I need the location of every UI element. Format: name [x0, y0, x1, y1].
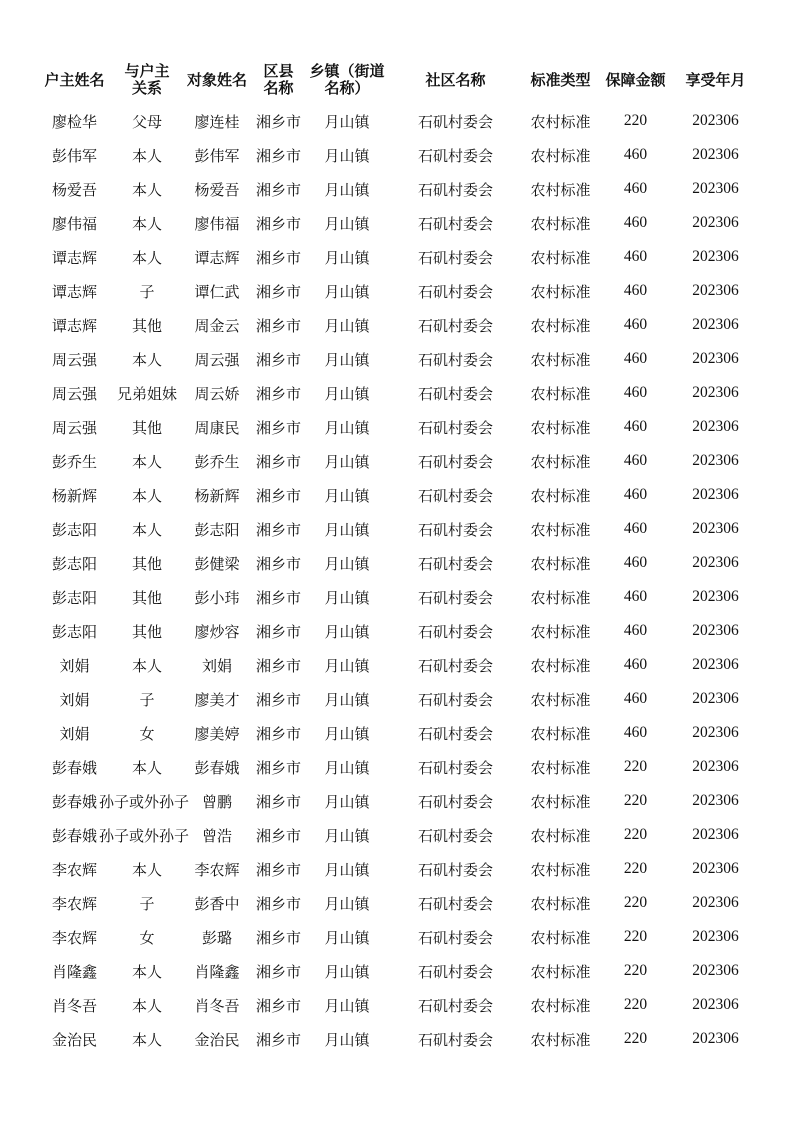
- county-cell: 湘乡市: [255, 180, 301, 199]
- amount-cell: 220: [623, 112, 648, 129]
- county-cell: 湘乡市: [255, 486, 301, 505]
- table-row: [38, 444, 758, 478]
- standard-type-cell: 农村标准: [530, 826, 591, 845]
- period-cell: 202306: [692, 282, 739, 299]
- relation-cell: 兄弟姐妹: [116, 384, 177, 403]
- standard-type-cell: 农村标准: [530, 180, 591, 199]
- household-head-cell: 杨爱吾: [51, 180, 97, 199]
- community-cell: 石矶村委会: [417, 860, 493, 879]
- table-row: [38, 614, 758, 648]
- amount-cell: 460: [623, 316, 648, 333]
- community-cell: 石矶村委会: [417, 690, 493, 709]
- table-row: [38, 308, 758, 342]
- period-cell: 202306: [692, 350, 739, 367]
- recipient-name-cell: 彭春娥: [194, 758, 240, 777]
- amount-cell: 460: [623, 282, 648, 299]
- recipient-name-cell: 廖美才: [194, 690, 240, 709]
- recipient-name-cell: 廖连桂: [194, 112, 240, 131]
- amount-cell: 220: [623, 894, 648, 911]
- township-cell: 月山镇: [324, 112, 370, 131]
- period-cell: 202306: [692, 928, 739, 945]
- township-cell: 月山镇: [324, 452, 370, 471]
- amount-cell: 460: [623, 418, 648, 435]
- community-cell: 石矶村委会: [417, 656, 493, 675]
- recipient-name-cell: 彭志阳: [194, 520, 240, 539]
- community-cell: 石矶村委会: [417, 894, 493, 913]
- relation-text: 孙子或外孙子: [99, 792, 190, 811]
- standard-type-cell: 农村标准: [530, 588, 591, 607]
- recipient-name-cell: 廖美婷: [194, 724, 240, 743]
- standard-type-cell: 农村标准: [530, 792, 591, 811]
- household-head-cell: 刘娟: [59, 724, 90, 743]
- household-head-cell: 彭春娥: [51, 826, 97, 845]
- period-cell: 202306: [692, 724, 739, 741]
- header-recipient-name: 对象姓名: [186, 70, 247, 89]
- period-cell: 202306: [692, 384, 739, 401]
- relation-cell: 其他: [131, 554, 162, 573]
- recipient-name-cell: 廖伟福: [194, 214, 240, 233]
- period-cell: 202306: [692, 520, 739, 537]
- recipient-name-cell: 杨爱吾: [194, 180, 240, 199]
- county-cell: 湘乡市: [255, 520, 301, 539]
- county-cell: 湘乡市: [255, 792, 301, 811]
- township-cell: 月山镇: [324, 180, 370, 199]
- table-row: [38, 138, 758, 172]
- recipient-name-cell: 周云娇: [194, 384, 240, 403]
- amount-cell: 460: [623, 724, 648, 741]
- table-row: [38, 682, 758, 716]
- township-cell: 月山镇: [324, 996, 370, 1015]
- amount-cell: 460: [623, 248, 648, 265]
- standard-type-cell: 农村标准: [530, 928, 591, 947]
- period-cell: 202306: [692, 316, 739, 333]
- header-community: 社区名称: [425, 70, 486, 89]
- standard-type-cell: 农村标准: [530, 520, 591, 539]
- community-cell: 石矶村委会: [417, 248, 493, 267]
- relation-cell: 本人: [131, 656, 162, 675]
- township-cell: 月山镇: [324, 486, 370, 505]
- recipient-name-cell: 彭乔生: [194, 452, 240, 471]
- township-cell: 月山镇: [324, 350, 370, 369]
- amount-cell: 220: [623, 928, 648, 945]
- period-cell: 202306: [692, 792, 739, 809]
- amount-cell: 220: [623, 792, 648, 809]
- community-cell: 石矶村委会: [417, 486, 493, 505]
- recipient-name-cell: 李农辉: [194, 860, 240, 879]
- table-row: [38, 104, 758, 138]
- amount-cell: 460: [623, 384, 648, 401]
- standard-type-cell: 农村标准: [530, 554, 591, 573]
- amount-cell: 460: [623, 622, 648, 639]
- table-row: [38, 580, 758, 614]
- amount-cell: 460: [623, 214, 648, 231]
- relation-cell: 子: [139, 894, 155, 913]
- county-cell: 湘乡市: [255, 1030, 301, 1049]
- table-row: [38, 512, 758, 546]
- recipient-name-cell: 彭小玮: [194, 588, 240, 607]
- community-cell: 石矶村委会: [417, 112, 493, 131]
- table-row: [38, 648, 758, 682]
- standard-type-cell: 农村标准: [530, 146, 591, 165]
- community-cell: 石矶村委会: [417, 928, 493, 947]
- table-row: [38, 852, 758, 886]
- recipient-name-cell: 廖炒容: [194, 622, 240, 641]
- period-cell: 202306: [692, 1030, 739, 1047]
- table-row: [38, 1022, 758, 1056]
- household-head-cell: 廖伟福: [51, 214, 97, 233]
- table-row: [38, 818, 758, 852]
- amount-cell: 460: [623, 350, 648, 367]
- county-cell: 湘乡市: [255, 554, 301, 573]
- county-cell: 湘乡市: [255, 996, 301, 1015]
- period-cell: 202306: [692, 452, 739, 469]
- period-cell: 202306: [692, 690, 739, 707]
- header-row: [38, 56, 758, 104]
- county-cell: 湘乡市: [255, 316, 301, 335]
- standard-type-cell: 农村标准: [530, 758, 591, 777]
- household-head-cell: 李农辉: [51, 860, 97, 879]
- township-cell: 月山镇: [324, 724, 370, 743]
- household-head-cell: 李农辉: [51, 894, 97, 913]
- period-cell: 202306: [692, 418, 739, 435]
- community-cell: 石矶村委会: [417, 214, 493, 233]
- recipient-name-cell: 金治民: [194, 1030, 240, 1049]
- county-cell: 湘乡市: [255, 452, 301, 471]
- table-row: [38, 274, 758, 308]
- county-cell: 湘乡市: [255, 724, 301, 743]
- relation-cell: 其他: [131, 418, 162, 437]
- recipient-name-cell: 刘娟: [201, 656, 232, 675]
- recipient-name-cell: 彭伟军: [194, 146, 240, 165]
- standard-type-cell: 农村标准: [530, 724, 591, 743]
- relation-cell: 本人: [131, 1030, 162, 1049]
- county-cell: 湘乡市: [255, 384, 301, 403]
- community-cell: 石矶村委会: [417, 554, 493, 573]
- amount-cell: 220: [623, 758, 648, 775]
- recipient-name-cell: 周金云: [194, 316, 240, 335]
- standard-type-cell: 农村标准: [530, 690, 591, 709]
- table-row: [38, 920, 758, 954]
- community-cell: 石矶村委会: [417, 384, 493, 403]
- standard-type-cell: 农村标准: [530, 894, 591, 913]
- relation-cell: [99, 818, 190, 852]
- community-cell: 石矶村委会: [417, 1030, 493, 1049]
- recipient-name-cell: 肖冬吾: [194, 996, 240, 1015]
- township-cell: 月山镇: [324, 690, 370, 709]
- standard-type-cell: 农村标准: [530, 486, 591, 505]
- header-household-head: 户主姓名: [44, 70, 105, 89]
- household-head-cell: 彭志阳: [51, 520, 97, 539]
- relation-cell: 女: [139, 928, 155, 947]
- community-cell: 石矶村委会: [417, 622, 493, 641]
- amount-cell: 460: [623, 690, 648, 707]
- community-cell: 石矶村委会: [417, 180, 493, 199]
- household-head-cell: 谭志辉: [51, 248, 97, 267]
- period-cell: 202306: [692, 214, 739, 231]
- table-row: [38, 410, 758, 444]
- relation-cell: 本人: [131, 486, 162, 505]
- standard-type-cell: 农村标准: [530, 384, 591, 403]
- county-cell: 湘乡市: [255, 350, 301, 369]
- township-cell: 月山镇: [324, 282, 370, 301]
- household-head-cell: 肖冬吾: [51, 996, 97, 1015]
- period-cell: 202306: [692, 486, 739, 503]
- township-cell: 月山镇: [324, 894, 370, 913]
- standard-type-cell: 农村标准: [530, 316, 591, 335]
- amount-cell: 220: [623, 962, 648, 979]
- standard-type-cell: 农村标准: [530, 282, 591, 301]
- county-cell: 湘乡市: [255, 146, 301, 165]
- county-cell: 湘乡市: [255, 656, 301, 675]
- amount-cell: 220: [623, 996, 648, 1013]
- relation-cell: [99, 784, 190, 818]
- county-cell: 湘乡市: [255, 214, 301, 233]
- table-row: [38, 988, 758, 1022]
- header-period: 享受年月: [685, 70, 746, 89]
- recipient-name-cell: 谭志辉: [194, 248, 240, 267]
- standard-type-cell: 农村标准: [530, 350, 591, 369]
- county-cell: 湘乡市: [255, 418, 301, 437]
- township-cell: 月山镇: [324, 758, 370, 777]
- relation-cell: 本人: [131, 214, 162, 233]
- household-head-cell: 彭春娥: [51, 792, 97, 811]
- household-head-cell: 彭志阳: [51, 588, 97, 607]
- relation-cell: 本人: [131, 452, 162, 471]
- recipient-name-cell: 谭仁武: [194, 282, 240, 301]
- relation-cell: 本人: [131, 758, 162, 777]
- relation-cell: 子: [139, 282, 155, 301]
- township-cell: 月山镇: [324, 146, 370, 165]
- household-head-cell: 刘娟: [59, 690, 90, 709]
- township-cell: 月山镇: [324, 248, 370, 267]
- community-cell: 石矶村委会: [417, 282, 493, 301]
- period-cell: 202306: [692, 146, 739, 163]
- amount-cell: 460: [623, 554, 648, 571]
- county-cell: 湘乡市: [255, 588, 301, 607]
- standard-type-cell: 农村标准: [530, 996, 591, 1015]
- relation-cell: 其他: [131, 316, 162, 335]
- period-cell: 202306: [692, 826, 739, 843]
- relation-cell: 其他: [131, 588, 162, 607]
- household-head-cell: 廖检华: [51, 112, 97, 131]
- household-head-cell: 彭伟军: [51, 146, 97, 165]
- recipient-name-cell: 彭健梁: [194, 554, 240, 573]
- period-cell: 202306: [692, 962, 739, 979]
- township-cell: 月山镇: [324, 928, 370, 947]
- household-head-cell: 谭志辉: [51, 316, 97, 335]
- roster-table: [38, 56, 758, 1056]
- period-cell: 202306: [692, 894, 739, 911]
- period-cell: 202306: [692, 180, 739, 197]
- recipient-name-cell: 曾浩: [201, 826, 232, 845]
- household-head-cell: 彭志阳: [51, 554, 97, 573]
- household-head-cell: 李农辉: [51, 928, 97, 947]
- community-cell: 石矶村委会: [417, 724, 493, 743]
- amount-cell: 220: [623, 860, 648, 877]
- amount-cell: 460: [623, 146, 648, 163]
- period-cell: 202306: [692, 996, 739, 1013]
- standard-type-cell: 农村标准: [530, 860, 591, 879]
- relation-cell: 本人: [131, 146, 162, 165]
- household-head-cell: 谭志辉: [51, 282, 97, 301]
- table-row: [38, 342, 758, 376]
- table-row: [38, 750, 758, 784]
- period-cell: 202306: [692, 588, 739, 605]
- table-row: [38, 886, 758, 920]
- township-cell: 月山镇: [324, 1030, 370, 1049]
- community-cell: 石矶村委会: [417, 996, 493, 1015]
- standard-type-cell: 农村标准: [530, 622, 591, 641]
- relation-cell: 父母: [131, 112, 162, 131]
- community-cell: 石矶村委会: [417, 792, 493, 811]
- community-cell: 石矶村委会: [417, 758, 493, 777]
- county-cell: 湘乡市: [255, 894, 301, 913]
- table-row: [38, 784, 758, 818]
- township-cell: 月山镇: [324, 622, 370, 641]
- table-row: [38, 954, 758, 988]
- community-cell: 石矶村委会: [417, 316, 493, 335]
- relation-cell: 本人: [131, 520, 162, 539]
- relation-cell: 女: [139, 724, 155, 743]
- county-cell: 湘乡市: [255, 758, 301, 777]
- table-row: [38, 478, 758, 512]
- amount-cell: 460: [623, 588, 648, 605]
- table-row: [38, 206, 758, 240]
- recipient-name-cell: 曾鹏: [201, 792, 232, 811]
- township-cell: 月山镇: [324, 384, 370, 403]
- household-head-cell: 彭志阳: [51, 622, 97, 641]
- amount-cell: 460: [623, 486, 648, 503]
- relation-cell: 本人: [131, 860, 162, 879]
- county-cell: 湘乡市: [255, 622, 301, 641]
- table-row: [38, 240, 758, 274]
- period-cell: 202306: [692, 622, 739, 639]
- household-head-cell: 杨新辉: [51, 486, 97, 505]
- community-cell: 石矶村委会: [417, 350, 493, 369]
- assistance-roster-sheet: [38, 56, 758, 1056]
- township-cell: 月山镇: [324, 214, 370, 233]
- household-head-cell: 彭春娥: [51, 758, 97, 777]
- table-row: [38, 546, 758, 580]
- standard-type-cell: 农村标准: [530, 112, 591, 131]
- township-cell: 月山镇: [324, 520, 370, 539]
- standard-type-cell: 农村标准: [530, 1030, 591, 1049]
- recipient-name-cell: 杨新辉: [194, 486, 240, 505]
- standard-type-cell: 农村标准: [530, 418, 591, 437]
- header-relation: 与户主 关系: [124, 62, 170, 97]
- standard-type-cell: 农村标准: [530, 248, 591, 267]
- county-cell: 湘乡市: [255, 962, 301, 981]
- township-cell: 月山镇: [324, 316, 370, 335]
- table-header: [38, 56, 758, 104]
- table-row: [38, 376, 758, 410]
- relation-cell: 子: [139, 690, 155, 709]
- recipient-name-cell: 肖隆鑫: [194, 962, 240, 981]
- community-cell: 石矶村委会: [417, 962, 493, 981]
- community-cell: 石矶村委会: [417, 452, 493, 471]
- county-cell: 湘乡市: [255, 282, 301, 301]
- county-cell: 湘乡市: [255, 248, 301, 267]
- amount-cell: 460: [623, 452, 648, 469]
- table-row: [38, 172, 758, 206]
- township-cell: 月山镇: [324, 962, 370, 981]
- recipient-name-cell: 彭香中: [194, 894, 240, 913]
- standard-type-cell: 农村标准: [530, 214, 591, 233]
- header-township: 乡镇（街道 名称）: [309, 62, 385, 97]
- household-head-cell: 周云强: [51, 384, 97, 403]
- table-body: [38, 104, 758, 1056]
- township-cell: 月山镇: [324, 588, 370, 607]
- household-head-cell: 彭乔生: [51, 452, 97, 471]
- amount-cell: 220: [623, 826, 648, 843]
- period-cell: 202306: [692, 248, 739, 265]
- standard-type-cell: 农村标准: [530, 656, 591, 675]
- amount-cell: 460: [623, 180, 648, 197]
- household-head-cell: 肖隆鑫: [51, 962, 97, 981]
- county-cell: 湘乡市: [255, 928, 301, 947]
- household-head-cell: 周云强: [51, 418, 97, 437]
- header-county: 区县 名称: [263, 62, 294, 97]
- relation-cell: 本人: [131, 180, 162, 199]
- amount-cell: 460: [623, 656, 648, 673]
- table-row: [38, 716, 758, 750]
- standard-type-cell: 农村标准: [530, 452, 591, 471]
- county-cell: 湘乡市: [255, 860, 301, 879]
- household-head-cell: 刘娟: [59, 656, 90, 675]
- township-cell: 月山镇: [324, 554, 370, 573]
- relation-cell: 本人: [131, 350, 162, 369]
- header-standard-type: 标准类型: [530, 70, 591, 89]
- relation-text: 孙子或外孙子: [99, 826, 190, 845]
- community-cell: 石矶村委会: [417, 826, 493, 845]
- township-cell: 月山镇: [324, 656, 370, 675]
- township-cell: 月山镇: [324, 792, 370, 811]
- household-head-cell: 周云强: [51, 350, 97, 369]
- standard-type-cell: 农村标准: [530, 962, 591, 981]
- community-cell: 石矶村委会: [417, 146, 493, 165]
- township-cell: 月山镇: [324, 418, 370, 437]
- amount-cell: 460: [623, 520, 648, 537]
- period-cell: 202306: [692, 112, 739, 129]
- community-cell: 石矶村委会: [417, 520, 493, 539]
- community-cell: 石矶村委会: [417, 588, 493, 607]
- relation-cell: 本人: [131, 996, 162, 1015]
- recipient-name-cell: 彭璐: [201, 928, 232, 947]
- recipient-name-cell: 周云强: [194, 350, 240, 369]
- county-cell: 湘乡市: [255, 826, 301, 845]
- county-cell: 湘乡市: [255, 690, 301, 709]
- county-cell: 湘乡市: [255, 112, 301, 131]
- amount-cell: 220: [623, 1030, 648, 1047]
- recipient-name-cell: 周康民: [194, 418, 240, 437]
- relation-cell: 本人: [131, 248, 162, 267]
- household-head-cell: 金治民: [51, 1030, 97, 1049]
- township-cell: 月山镇: [324, 860, 370, 879]
- township-cell: 月山镇: [324, 826, 370, 845]
- relation-cell: 本人: [131, 962, 162, 981]
- period-cell: 202306: [692, 656, 739, 673]
- header-amount: 保障金额: [605, 70, 666, 89]
- period-cell: 202306: [692, 554, 739, 571]
- period-cell: 202306: [692, 758, 739, 775]
- period-cell: 202306: [692, 860, 739, 877]
- community-cell: 石矶村委会: [417, 418, 493, 437]
- relation-cell: 其他: [131, 622, 162, 641]
